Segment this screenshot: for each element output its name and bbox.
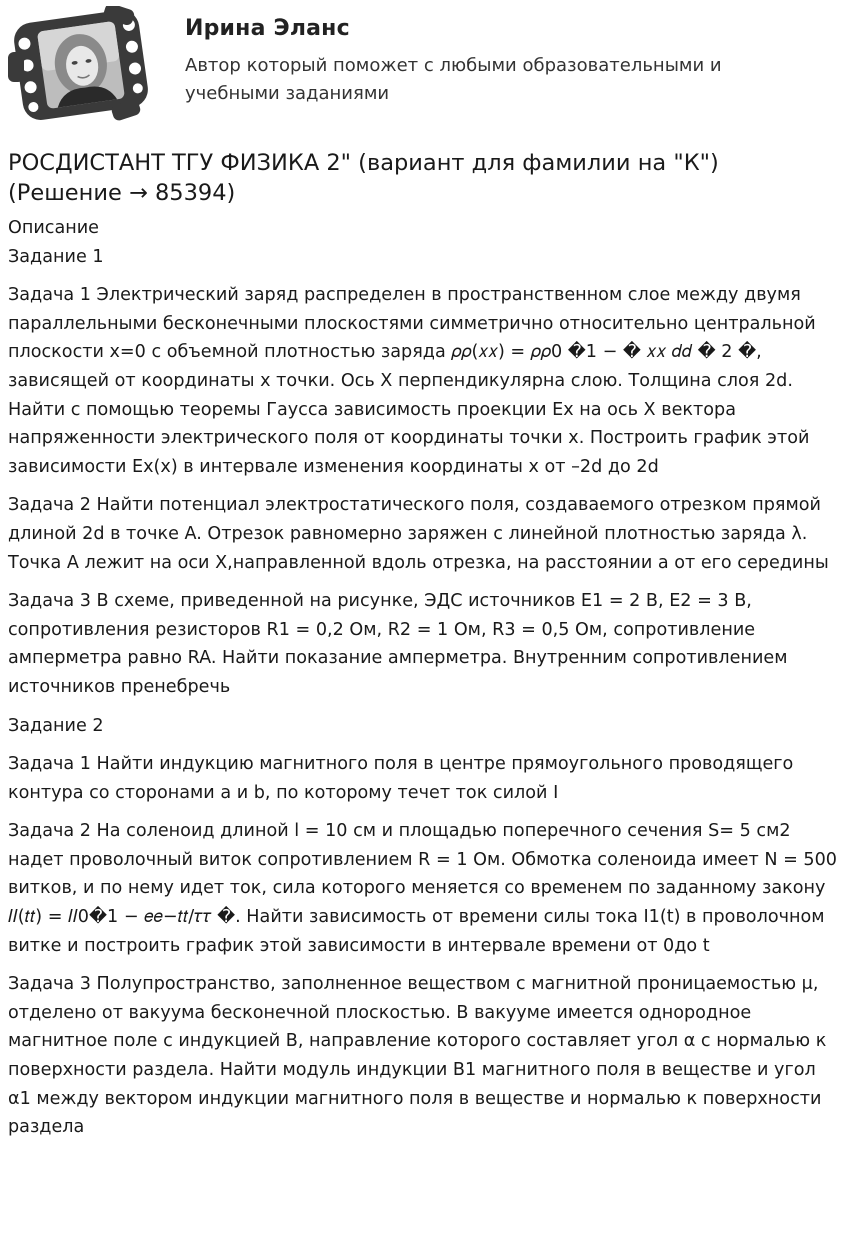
page-title: РОСДИСТАНТ ТГУ ФИЗИКА 2" (вариант для фамилии на "К") (Решение → 85394): [8, 150, 719, 206]
document-content: [8, 214, 840, 1152]
section-label-1: Задание 1: [8, 246, 104, 267]
task-1-2: Задача 2 Найти потенциал электростатического поля, создаваемого отрезком прямой длиной 2d в точке A. Отрезок равномерно заряжен с линейной плотностью заряда λ. Точка A лежит на оси X,направленной вдоль отрезка, на расстоянии a от его середины: [8, 495, 829, 573]
avatar[interactable]: [8, 6, 154, 124]
task-2-1: Задача 1 Найти индукцию магнитного поля в центре прямоугольного проводящего контура со сторонами a и b, по которому течет ток силой I: [8, 754, 794, 803]
task-2-3: Задача 3 Полупространство, заполненное веществом с магнитной проницаемостью μ, отделено от вакуума бесконечной плоскостью. В вакууме имеется однородное магнитное поле с индукцией B, направление которого составляет угол α с нормалью к поверхности раздела. Найти модуль индукции B1 магнитного поля в веществе и угол α1 между вектором индукции магнитного поля в веществе и нормалью к поверхности раздела: [8, 974, 827, 1138]
task-1-1: Задача 1 Электрический заряд распределен в пространственном слое между двумя параллельными бесконечными плоскостями симметрично относительно центральной плоскости x=0 с объемной плотностью заряда 𝜌𝜌(𝑥𝑥) = 𝜌𝜌0 �1 − � 𝑥𝑥 𝑑𝑑 � 2 �, зависящей от координаты x точки. Ось X перпендикулярна слою. Толщина слоя 2d. Найти с помощью теоремы Гаусса зависимость проекции Ex на ось X вектора напряженности электрического поля от координаты точки x. Построить график этой зависимости Ex(x) в интервале изменения координаты x от –2d до 2d: [8, 285, 816, 477]
author-description: Автор который поможет с любыми образовательными и учебными заданиями: [185, 55, 722, 104]
section-label-2: Задание 2: [8, 715, 104, 736]
author-name[interactable]: Ирина Эланс: [185, 16, 350, 41]
description-label: Описание: [8, 218, 100, 238]
task-1-3: Задача 3 В схеме, приведенной на рисунке, ЭДС источников E1 = 2 В, E2 = 3 В, сопротивления резисторов R1 = 0,2 Ом, R2 = 1 Ом, R3 = 0,5 Ом, сопротивление амперметра равно RA. Найти показание амперметра. Внутренним сопротивлением источников пренебречь: [8, 591, 788, 697]
author-card: [8, 6, 838, 126]
task-2-2: Задача 2 На соленоид длиной l = 10 см и площадью поперечного сечения S= 5 см2 надет проволочный виток сопротивлением R = 1 Ом. Обмотка соленоида имеет N = 500 витков, и по нему идет ток, сила которого меняется со временем по заданному закону 𝐼𝐼(𝑡𝑡) = 𝐼𝐼0�1 − 𝑒𝑒−𝑡𝑡/𝜏𝜏 �. Найти зависимость от времени силы тока I1(t) в проволочном витке и построить график этой зависимости в интервале времени от 0до t: [8, 821, 838, 956]
